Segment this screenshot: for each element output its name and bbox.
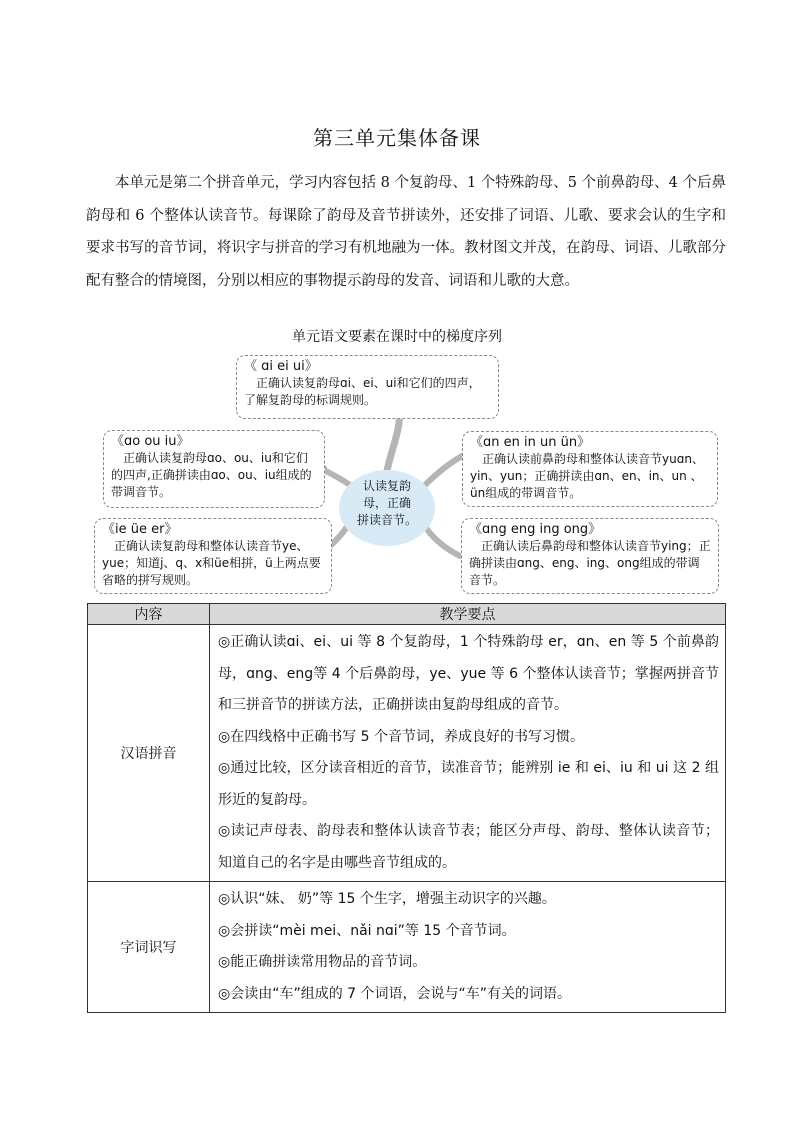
teaching-points-table <box>87 603 726 1013</box>
intro-paragraph: 本单元是第二个拼音单元，学习内容包括 8 个复韵母、1 个特殊韵母、5 个前鼻韵母、4 个后鼻韵母和 6 个整体认读音节。每课除了韵母及音节拼读外，还安排了词语、儿歌、要求会认的生字和要求书写的音节词，将识字与拼音的学习有机地融为一体。教材图文并茂，在韵母、词语、儿歌部分配有整合的情境图，分别以相应的事物提示韵母的发音、词语和儿歌的大意。 <box>86 175 726 289</box>
box-body: 正确认读复韵母和整体认读音节ye、yue；知道j、q、x和üe相拼，ü上两点要省略的拼写规则。 <box>102 539 321 587</box>
row-points <box>210 882 726 1013</box>
mind-map-center <box>339 470 435 546</box>
box-an-en-in-un-un <box>462 431 718 507</box>
teaching-point: ◎正确认读ɑi、ei、ui 等 8 个复韵母，1 个特殊韵母 er，ɑn、en 等 5 个前鼻韵母，ɑng、eng等 4 个后鼻韵母，ye、yue 等 6 个整体认读音节；掌握两拼音节和三拼音节的拼读方法，正确拼读由复韵母组成的音节。 <box>218 634 719 713</box>
teaching-point: ◎会读由“车”组成的 7 个词语，会说与“车”有关的词语。 <box>218 985 572 1002</box>
row-label: 汉语拼音 <box>88 625 210 882</box>
box-title: 《ɑng eng ing ong》 <box>469 522 602 537</box>
center-line: 母，正确 <box>362 496 411 510</box>
row-label: 字词识写 <box>88 882 210 1013</box>
teaching-point: ◎会拼读“mèi mei、nǎi nɑi”等 15 个音节词。 <box>218 922 516 939</box>
box-body: 正确认读前鼻韵母和整体认读音节yuɑn、yin、yun；正确拼读由ɑn、en、in、un 、ün组成的带调音节。 <box>470 452 704 500</box>
box-ai-ei-ui <box>236 355 499 419</box>
teaching-point: ◎能正确拼读常用物品的音节词。 <box>218 954 427 970</box>
teaching-point: ◎读记声母表、韵母表和整体认读音节表；能区分声母、韵母、整体认读音节；知道自己的名字是由哪些音节组成的。 <box>218 823 719 871</box>
table-header-row <box>88 604 726 625</box>
page-title: 第三单元集体备课 <box>313 126 481 150</box>
row-points <box>210 625 726 882</box>
box-body: 正确认读复韵母ɑi、ei、ui和它们的四声，了解复韵母的标调规则。 <box>244 376 481 407</box>
table-row <box>88 882 726 1013</box>
box-title: 《ɑo ou iu》 <box>111 434 190 449</box>
box-title: 《ɑn en in un ün》 <box>470 435 591 450</box>
teaching-point: ◎在四线格中正确书写 5 个音节词，养成良好的书写习惯。 <box>218 728 585 745</box>
box-title: 《 ɑi ei ui》 <box>244 359 318 374</box>
mind-map <box>86 350 726 600</box>
ray-lower-right <box>426 528 460 556</box>
teaching-point: ◎通过比较，区分读音相近的音节，读准音节；能辨别 ie 和 ei、iu 和 ui 这 2 组形近的复韵母。 <box>218 760 719 808</box>
diagram-caption: 单元语文要素在课时中的梯度序列 <box>292 329 502 345</box>
table-row <box>88 625 726 882</box>
box-ie-ue-er <box>94 518 332 594</box>
teaching-point: ◎认识“妹、 奶”等 15 个生字，增强主动识字的兴趣。 <box>218 891 556 907</box>
center-line: 认读复韵 <box>362 479 411 493</box>
header-points: 教学要点 <box>210 604 726 625</box>
center-line: 拼读音节。 <box>356 513 417 527</box>
header-content: 内容 <box>88 604 210 625</box>
box-title: 《ie üe er》 <box>102 522 178 537</box>
box-body: 正确认读复韵母ɑo、ou、iu和它们的四声,正确拼读由ɑo、ou、iu组成的带调音节。 <box>111 451 312 499</box>
box-ang-eng-ing-ong <box>461 518 719 594</box>
box-body: 正确认读后鼻韵母和整体认读音节ying；正确拼读由ɑng、eng、ing、ong组成的带调音节。 <box>469 539 711 587</box>
box-ao-ou-iu <box>103 430 325 508</box>
